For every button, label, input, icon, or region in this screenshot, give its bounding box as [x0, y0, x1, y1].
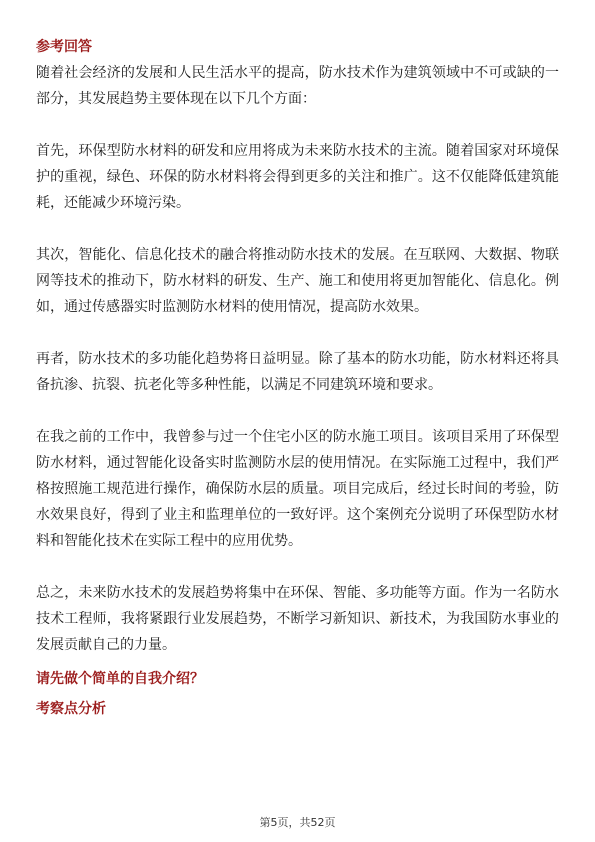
page-number-footer: 第5页，共52页 [259, 816, 336, 829]
answer-paragraph-third: 再者，防水技术的多功能化趋势将日益明显。除了基本的防水功能，防水材料还将具备抗渗、抗裂、抗老化等多种性能，以满足不同建筑环境和要求。 [36, 351, 559, 393]
analysis-section-title: 考察点分析 [36, 701, 106, 717]
answer-paragraph-case: 在我之前的工作中，我曾参与过一个住宅小区的防水施工项目。该项目采用了环保型防水材料，通过智能化设备实时监测防水层的使用情况。在实际施工过程中，我们严格按照施工规范进行操作，确保防水层的质量。项目完成后，经过长时间的考验，防水效果良好，得到了业主和监理单位的一致好评。这个案例充分说明了环保型防水材料和智能化技术在实际工程中的应用优势。 [36, 429, 559, 549]
paragraph-gap [36, 320, 559, 346]
answer-paragraph-conclusion: 总之，未来防水技术的发展趋势将集中在环保、智能、多功能等方面。作为一名防水技术工程师，我将紧跟行业发展趋势，不断学习新知识、新技术，为我国防水事业的发展贡献自己的力量。 [36, 585, 559, 653]
answer-paragraph-second: 其次，智能化、信息化技术的融合将推动防水技术的发展。在互联网、大数据、物联网等技术的推动下，防水材料的研发、生产、施工和使用将更加智能化、信息化。例如，通过传感器实时监测防水材料的使用情况，提高防水效果。 [36, 247, 559, 315]
next-question-title: 请先做个简单的自我介绍？ [36, 671, 204, 687]
answer-section-title: 参考回答 [36, 39, 92, 55]
paragraph-gap [36, 554, 559, 580]
answer-paragraph-intro: 随着社会经济的发展和人民生活水平的提高，防水技术作为建筑领域中不可或缺的一部分，其发展趋势主要体现在以下几个方面： [36, 65, 559, 107]
page-content [36, 36, 559, 720]
answer-paragraph-first: 首先，环保型防水材料的研发和应用将成为未来防水技术的主流。随着国家对环境保护的重视，绿色、环保的防水材料将会得到更多的关注和推广。这不仅能降低建筑能耗，还能减少环境污染。 [36, 143, 559, 211]
paragraph-gap [36, 216, 559, 242]
paragraph-gap [36, 112, 559, 138]
paragraph-gap [36, 398, 559, 424]
